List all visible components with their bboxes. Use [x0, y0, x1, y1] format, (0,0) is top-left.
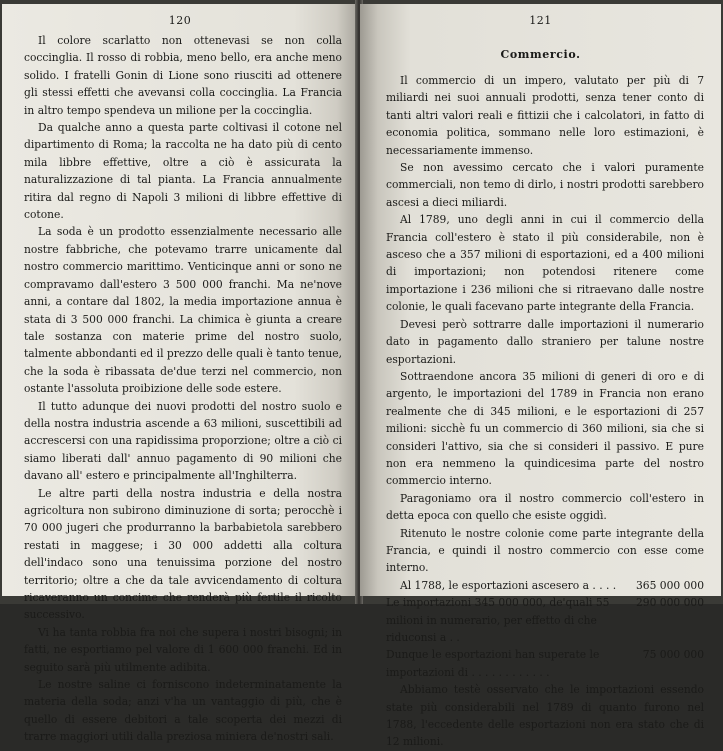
paragraph: Se non avessimo cercato che i valori puramente commerciali, non temo di dirlo, i nostri prodotti sarebbero ascesi a dieci miliardi.: [386, 161, 704, 209]
left-page-body: [24, 32, 342, 746]
paragraph: Il colore scarlatto non ottenevasi se non colla coccinglia. Il rosso di robbia, meno bello, era anche meno solido. I fratelli Gonin di Lione sono riusciti ad ottenere gli stessi effetti che avevansi colla coccinglia. La Francia in altro tempo spendeva un milione per la coccinglia.: [24, 34, 342, 117]
paragraph: Le altre parti della nostra industria e della nostra agricoltura non subirono diminuzione di sorta; perocchè i 70 000 jugeri che produrranno la barbabietola sarebbero restati in maggese; i 30 000 addetti alla coltura dell'indaco sono una tenuissima porzione del nostro territorio; oltre a che da tale avvicendamento di coltura ricaveranno un concime che renderà più fertile il ricolto successivo.: [24, 486, 342, 622]
ledger-row: [386, 577, 704, 594]
paragraph: Vi ha tanta robbia fra noi che supera i nostri bisogni; in fatti, ne esportiamo pel valore di 1 600 000 franchi. Ed in seguito sarà più utilmente adibita.: [24, 625, 342, 674]
paragraph: Da qualche anno a questa parte coltivasi il cotone nel dipartimento di Roma; la raccolta ne ha dato più di cento mila libbre effettive, oltre a ciò è assicurata la naturalizzazione di tal pianta. La Francia annualmente ritira dal regno di Napoli 3 milioni di libbre effettive di cotone.: [24, 121, 342, 222]
ledger-row: [386, 646, 704, 681]
ledger-label: Le importazioni 345 000 000, de'quali 55 milioni in numerario, per effetto di che riduconsi a . .: [386, 596, 610, 644]
paragraph: Il commercio di un impero, valutato per più di 7 miliardi nei suoi annuali prodotti, senza tener conto di tanti altri valori reali e fittizii che i calcolatori, in fatto di economia politica, sommano nelle loro estimazioni, è necessariamente immenso.: [386, 74, 704, 157]
paragraph: Al 1789, uno degli anni in cui il commercio della Francia coll'estero è stato il più considerabile, non è asceso che a 357 milioni di esportazioni, ed a 400 milioni di importazioni; non potendosi ritenere come importazione i 236 milioni che si ritraevano dalle nostre colonie, le quali facevano parte integrante della Francia.: [386, 213, 704, 314]
paragraph: Ritenuto le nostre colonie come parte integrante della Francia, e quindi il nostro commercio con esse come interno.: [386, 526, 704, 575]
ledger-value: 75 000 000: [642, 648, 704, 662]
paragraph: Devesi però sottrarre dalle importazioni il numerario dato in pagamento dallo straniero per talune nostre esportazioni.: [386, 317, 704, 366]
ledger-value: 290 000 000: [636, 596, 704, 610]
ledger-value: 365 000 000: [636, 578, 704, 592]
right-page: [360, 4, 721, 749]
paragraph: Il tutto adunque dei nuovi prodotti del nostro suolo e della nostra industria ascende a 63 milioni, suscettibili ad accrescersi con una rapidissima proporzione; oltre a ciò ci siamo liberati dall' annuo pagamento di 90 milioni che davano all' estero e principalmente all'Inghilterra.: [24, 399, 342, 483]
paragraph: La soda è un prodotto essenzialmente necessario alle nostre fabbriche, che potevamo trarre unicamente dal nostro commercio marittimo. Venticinque anni or sono ne compravamo dall'estero 3 500 000 franchi. Ma ne'nove anni, a contare dal 1802, la media importazione annua è stata di 3 500 000 franchi. La chimica è giunta a creare tale sostanza con materie prime del nostro suolo, talmente abbondanti ed il prezzo delle quali è tanto tenue, che la soda è ribassata de'due terzi nel commercio, non ostante l'assoluta proibizione delle sode estere.: [24, 225, 342, 396]
paragraph: Abbiamo testè osservato che le importazioni essendo state più considerabili nel 1789 di quanto furono nel 1788, l'eccedente delle esportazioni non era stato che di 12 milioni.: [386, 683, 704, 749]
ledger-label: Al 1788, le esportazioni ascesero a . . . .: [400, 578, 617, 592]
left-page: [2, 4, 358, 744]
section-heading: Commercio.: [500, 48, 581, 61]
paragraph: Le nostre saline ci forniscono indeterminatamente la materia della soda; anzi v'ha un vantaggio di più, che è quello di essere debitori a tale scoperta dei mezzi di trarre maggiori utili dalla preziosa miniera de'nostri sali.: [24, 678, 342, 744]
page-number-left: 120: [168, 14, 192, 27]
ledger-row: [386, 594, 704, 646]
right-page-body: [386, 72, 704, 751]
page-number-right: 121: [529, 14, 552, 27]
ledger-label: Dunque le esportazioni han superate le importazioni di . . . . . . . . . . . .: [386, 648, 600, 679]
paragraph: Paragoniamo ora il nostro commercio coll'estero in detta epoca con quello che esiste oggidì.: [386, 491, 704, 523]
paragraph: Sottraendone ancora 35 milioni di generi di oro e di argento, le importazioni del 1789 in Francia non erano realmente che di 345 milioni, e le esportazioni di 257 milioni: sicchè fu un commercio di 360 milioni, sia che si consideri l'attivo, sia che si consideri il passivo. E pure non era nemmeno la quindicesima parte del nostro commercio interno.: [386, 369, 704, 488]
